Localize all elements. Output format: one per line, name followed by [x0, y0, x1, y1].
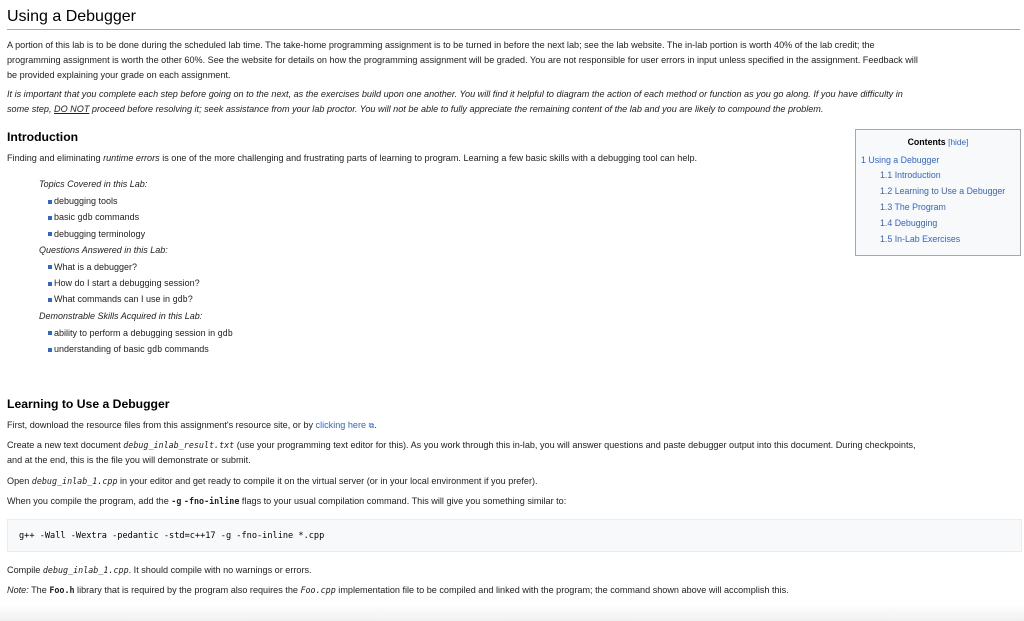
paragraph-text: First, download the resource files from this assignment's resource site, or by — [7, 420, 316, 430]
toc-number: 1.1 — [880, 170, 893, 180]
toc-number: 1.4 — [880, 218, 893, 228]
intro-line: programming assignment is worth the other 60%. See the website for details on how the programming assignment will be graded. You are not responsible for user errors in input unless specified in the assignment. Feedback will — [7, 55, 918, 66]
learning-heading: Learning to Use a Debugger — [7, 397, 170, 411]
list-item-text: commands — [162, 344, 209, 355]
skills-caption: Demonstrable Skills Acquired in this Lab: — [39, 310, 203, 321]
introduction-paragraph — [7, 151, 697, 166]
skills-list — [39, 326, 233, 359]
intro-text: is one of the more challenging and frustrating parts of learning to program. Learning a few basic skills with a debugging tool can help. — [159, 153, 698, 163]
list-item-text: understanding of basic — [54, 344, 148, 355]
resource-download-link[interactable]: clicking here — [315, 420, 367, 430]
paragraph-text: . It should compile with no warnings or errors. — [128, 565, 312, 575]
list-item-text: How do I start a debugging session? — [54, 278, 200, 289]
list-item-text: What commands can I use in — [54, 294, 173, 305]
paragraph-text: The — [28, 585, 50, 595]
toc-hide-toggle[interactable]: [hide] — [948, 137, 969, 147]
toc-label: The Program — [894, 202, 946, 212]
list-item — [48, 292, 233, 308]
list-item — [48, 342, 233, 358]
toc-label: Using a Debugger — [868, 155, 940, 165]
list-item — [48, 210, 233, 226]
note-paragraph — [7, 583, 789, 598]
warning-line — [7, 102, 903, 117]
paragraph-line — [7, 438, 916, 453]
paragraph-text: flags to your usual compilation command. This will give you something similar to: — [239, 496, 567, 506]
intro-line: be provided explaining your grade on each assignment. — [7, 70, 231, 81]
inline-code: gdb — [172, 294, 188, 305]
inline-code: gdb — [217, 327, 233, 338]
intro-line: A portion of this lab is to be done during the scheduled lab time. The take-home programming assignment is to be turned in before the next lab; see the lab website. The in-lab portion is worth 40% of the lab credit; the — [7, 40, 875, 50]
paragraph-text: When you compile the program, add the — [7, 496, 172, 506]
toc-label: Learning to Use a Debugger — [894, 186, 1006, 196]
list-item — [48, 260, 233, 276]
paragraph-text: implementation file to be compiled and linked with the program; the command shown above will accomplish this. — [335, 585, 789, 595]
warning-text: some step, — [7, 104, 55, 115]
questions-caption: Questions Answered in this Lab: — [39, 244, 168, 255]
list-item — [48, 227, 233, 243]
toc-title: Contents — [907, 137, 946, 147]
intro-paragraph — [7, 38, 918, 84]
page-title: Using a Debugger — [7, 8, 1020, 30]
inline-code: debug_inlab_result.txt — [123, 440, 235, 450]
create-document-paragraph — [7, 438, 916, 468]
note-label: Note: — [7, 585, 29, 595]
do-not-emphasis: DO NOT — [54, 104, 90, 115]
questions-list — [39, 260, 233, 309]
inline-code: gdb — [147, 344, 163, 355]
list-item-text: ability to perform a debugging session in — [54, 327, 218, 338]
toc-number: 1.3 — [880, 202, 893, 212]
toc-header — [856, 137, 1020, 147]
list-item — [48, 326, 233, 342]
inline-code: Foo.cpp — [300, 585, 336, 595]
toc-entry-using-a-debugger[interactable] — [861, 155, 939, 165]
lab-outline — [39, 177, 233, 358]
topics-list — [39, 194, 233, 243]
toc-entry-debugging[interactable] — [880, 218, 937, 228]
compile-command-code-block: g++ -Wall -Wextra -pedantic -std=c++17 -g -fno-inline *.cpp — [7, 519, 1022, 552]
warning-text: proceed before resolving it; seek assistance from your lab proctor. You will not be able to fully appreciate the remaining content of the lab and you are likely to compound the problem. — [89, 104, 824, 115]
inline-code: -g — [171, 496, 182, 506]
inline-code: -fno-inline — [183, 496, 240, 506]
paragraph-line: and at the end, this is the file you will demonstrate or submit. — [7, 455, 251, 466]
toc-entry-introduction[interactable] — [880, 170, 941, 180]
list-item — [48, 276, 233, 292]
paragraph-text: Create a new text document — [7, 440, 124, 450]
paragraph-text: (use your programming text editor for this). As you work through this in-lab, you will answer questions and paste debugger output into this document. During checkpoints, — [234, 440, 916, 450]
paragraph-text: in your editor and get ready to compile it on the virtual server (or in your local environment if you prefer). — [117, 476, 538, 486]
page-bottom-fade — [0, 604, 1024, 621]
list-item-text: commands — [92, 212, 140, 223]
paragraph-text: library that is required by the program also requires the — [74, 585, 301, 595]
paragraph-text: Open — [7, 476, 32, 486]
intro-text: Finding and eliminating — [7, 153, 104, 163]
inline-code: gdb — [77, 212, 93, 223]
topics-caption: Topics Covered in this Lab: — [39, 179, 148, 189]
warning-line: It is important that you complete each step before going on to the next, as the exercises build upon one another. You will find it helpful to diagram the action of each method or function as you go along. If you have difficulty in — [7, 89, 903, 99]
table-of-contents — [855, 129, 1021, 256]
toc-entry-in-lab-exercises[interactable] — [880, 234, 960, 244]
introduction-heading: Introduction — [7, 130, 79, 144]
list-item-text: basic — [54, 212, 78, 223]
paragraph-text: . — [374, 420, 377, 430]
toc-number: 1.2 — [880, 186, 893, 196]
runtime-errors-term: runtime errors — [103, 153, 160, 163]
paragraph-text: Compile — [7, 565, 43, 575]
toc-entry-learning[interactable] — [880, 186, 1005, 196]
inline-code: Foo.h — [49, 585, 75, 595]
list-item-text: debugging terminology — [54, 228, 146, 239]
list-item-text: ? — [187, 294, 193, 305]
external-link-icon: ⧉ — [368, 421, 375, 430]
toc-label: Debugging — [894, 218, 938, 228]
list-item-text: What is a debugger? — [54, 261, 138, 272]
toc-label: In-Lab Exercises — [894, 234, 961, 244]
compile-paragraph — [7, 563, 312, 578]
download-paragraph — [7, 418, 377, 433]
compile-flags-paragraph — [7, 494, 566, 509]
inline-code: debug_inlab_1.cpp — [42, 565, 129, 575]
toc-number: 1 — [861, 155, 866, 165]
inline-code: debug_inlab_1.cpp — [31, 476, 118, 486]
open-file-paragraph — [7, 474, 538, 489]
warning-paragraph — [7, 87, 903, 117]
toc-number: 1.5 — [880, 234, 893, 244]
toc-label: Introduction — [894, 170, 941, 180]
list-item — [48, 194, 233, 210]
list-item-text: debugging tools — [54, 196, 118, 206]
toc-entry-the-program[interactable] — [880, 202, 946, 212]
